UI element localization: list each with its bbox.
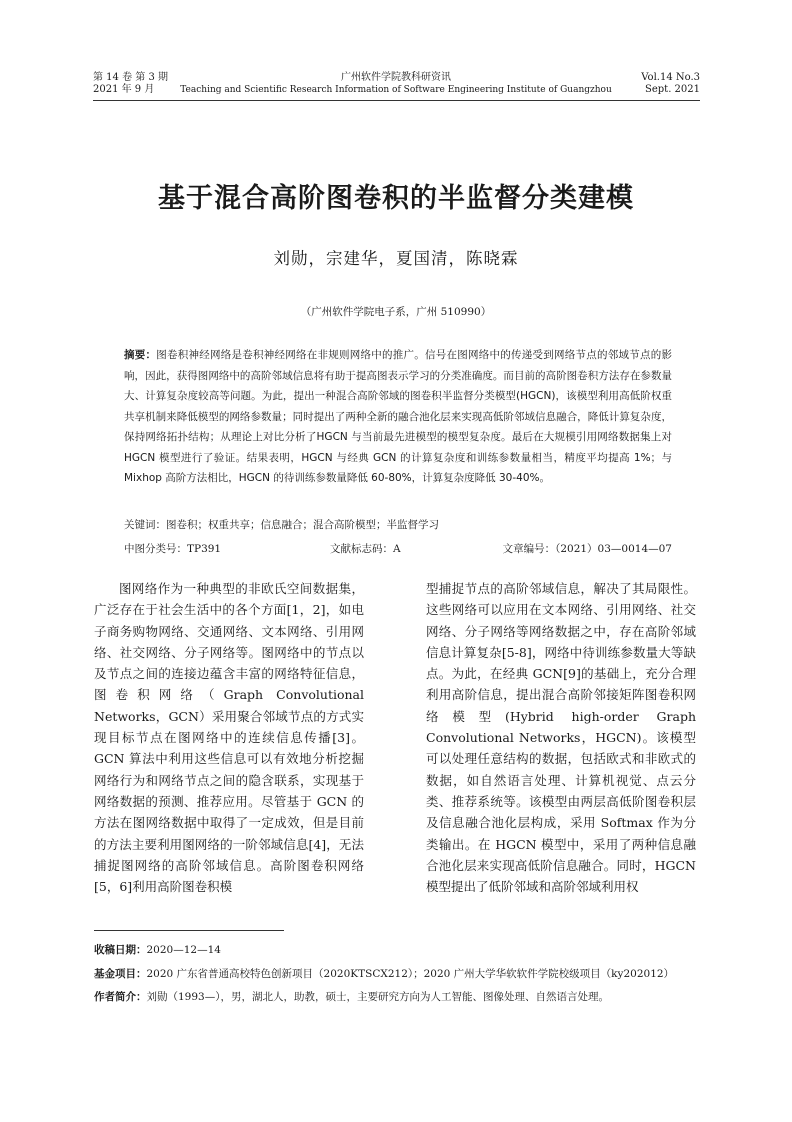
- classification-row: [124, 541, 672, 555]
- paper-title: 基于混合高阶图卷积的半监督分类建模: [158, 183, 634, 214]
- header-date-en: Sept. 2021: [645, 84, 700, 95]
- header-vol-en: Vol.14 No.3: [641, 72, 700, 83]
- footnote-rule: [94, 930, 284, 931]
- keywords-text: 图卷积；权重共享；信息融合；混合高阶模型；半监督学习: [166, 519, 439, 531]
- keywords-label: 关键词：: [124, 519, 166, 531]
- author-text: 刘勋（1993—），男，湖北人，助教，硕士，主要研究方向为人工智能、图像处理、自然语言处理。: [146, 991, 609, 1003]
- author-label: 作者简介：: [94, 991, 147, 1003]
- header-journal-en: Teaching and Scientific Research Information of Software Engineering Institute of Guangzhou: [180, 85, 612, 95]
- header-journal-cn: 广州软件学院教科研资讯: [341, 72, 451, 83]
- paper-authors: 刘勋，宗建华，夏国清，陈晓霖: [273, 249, 519, 268]
- article-number: 文章编号：（2021）03—0014—07: [502, 543, 672, 555]
- fund-text: 2020 广东省普通高校特色创新项目（2020KTSCX212）；2020 广州大学华软软件学院校级项目（ky202012）: [146, 968, 675, 980]
- footnote-fund: [94, 966, 674, 981]
- header-vol-en-block: [641, 72, 700, 96]
- footnote-author: [94, 989, 609, 1004]
- paper-affiliation: （广州软件学院电子系，广州 510990）: [300, 306, 492, 318]
- body-left-column: 图网络作为一种典型的非欧氏空间数据集，广泛存在于社会生活中的各个方面[1，2]，如电子商务购物网络、交通网络、文本网络、引用网络、社交网络、分子网络等。图网络中的节点以及节点之间的连接边蕴含丰富的网络特征信息，图卷积网络（Graph Convolutional Networks，GCN）采用聚合邻域节点的方式实现目标节点在图网络中的连续信息传播[3]。GCN 算法中利用这些信息可以有效地分析挖掘网络行为和网络节点之间的隐含联系，实现基于网络数据的预测、推荐应用。尽管基于 GCN 的方法在图网络数据中取得了一定成效，但是目前的方法主要利用图网络的一阶邻域信息[4]，无法捕捉图网络的高阶邻域信息。高阶图卷积网络[5，6]利用高阶图卷积模: [94, 581, 364, 895]
- clc-number: 中图分类号：TP391: [124, 543, 222, 555]
- received-date: 2020—12—14: [146, 944, 221, 956]
- header-volume: 第 14 卷 第 3 期: [93, 72, 168, 83]
- document-code: 文献标志码：A: [330, 543, 401, 555]
- abstract: [124, 345, 672, 489]
- body-right-column: 型捕捉节点的高阶邻域信息，解决了其局限性。这些网络可以应用在文本网络、引用网络、社交网络、分子网络等网络数据之中，存在高阶邻域信息计算复杂[5-8]，网络中待训练参数量大等缺点。为此，在经典 GCN[9]的基础上，充分合理利用高阶信息，提出混合高阶邻接矩阵图卷积网络模型(Hybrid high-order Graph Convolutional Networks，HGCN)。该模型可以处理任意结构的数据，包括欧式和非欧式的数据，如自然语言处理、计算机视觉、点云分类、推荐系统等。该模型由两层高低阶图卷积层及信息融合池化层构成，采用 Softmax 作为分类输出。在 HGCN 模型中，采用了两种信息融合池化层来实现高低阶信息融合。同时，HGCN 模型提出了低阶邻域和高阶邻域利用权: [426, 581, 696, 895]
- header-date: 2021 年 9 月: [93, 84, 155, 95]
- fund-label: 基金项目：: [94, 968, 147, 980]
- abstract-text: 图卷积神经网络是卷积神经网络在非规则网络中的推广。信号在图网络中的传递受到网络节点的邻域节点的影响，因此，获得图网络中的高阶邻域信息将有助于提高图表示学习的分类准确度。而目前的高阶图卷积方法存在参数量大、计算复杂度较高等问题。为此，提出一种混合高阶邻域的图卷积半监督分类模型(HGCN)，该模型利用高低阶权重共享机制来降低模型的网络参数量；同时提出了两种全新的融合池化层来实现高低阶邻域信息融合，降低计算复杂度，保持网络拓扑结构；从理论上对比分析了HGCN 与当前最先进模型的模型复杂度。最后在大规模引用网络数据集上对 HGCN 模型进行了验证。结果表明，HGCN 与经典 GCN 的计算复杂度和训练参数量相当，精度平均提高 1%；与 Mixhop 高阶方法相比，HGCN 的待训练参数量降低 60-80%，计算复杂度降低 30-40%。: [124, 349, 672, 484]
- footnote-received: [94, 942, 221, 957]
- abstract-label: 摘要：: [124, 349, 157, 361]
- keywords: [124, 517, 439, 532]
- received-label: 收稿日期：: [94, 944, 147, 956]
- header-rule: [93, 100, 700, 101]
